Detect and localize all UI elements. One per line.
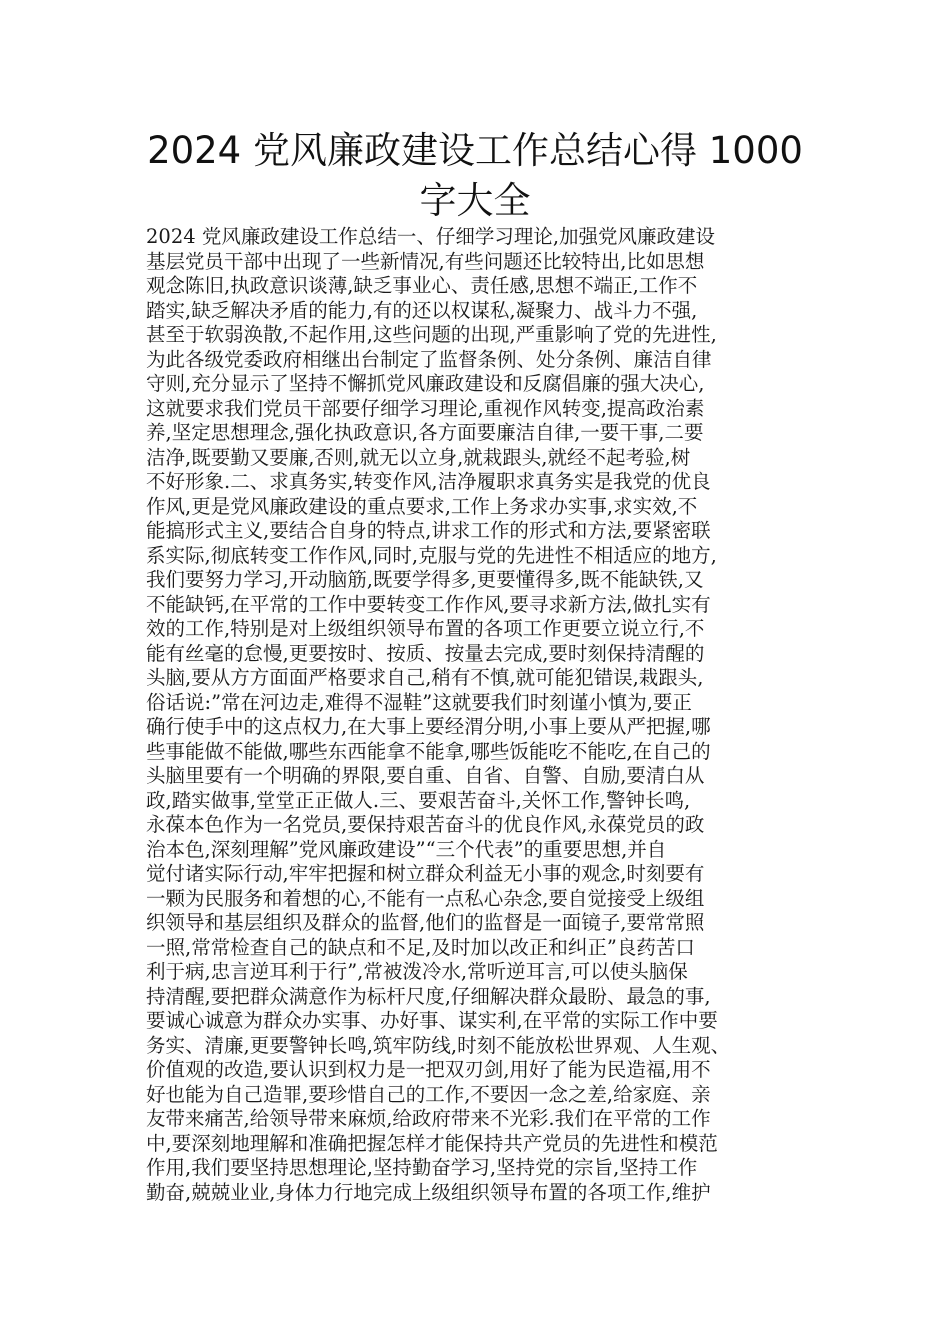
body-line: 友带来痛苦,给领导带来麻烦,给政府带来不光彩.我们在平常的工作 xyxy=(146,1107,711,1130)
body-line: 作用,我们要坚持思想理论,坚持勤奋学习,坚持党的宗旨,坚持工作 xyxy=(146,1156,698,1179)
title-line: 2024 党风廉政建设工作总结心得 1000 xyxy=(147,129,803,172)
body-line: 效的工作,特别是对上级组织领导布置的各项工作更要立说立行,不 xyxy=(146,617,705,640)
body-line: 勤奋,兢兢业业,身体力行地完成上级组织领导布置的各项工作,维护 xyxy=(146,1180,711,1204)
body-line: 为此各级党委政府相继出台制定了监督条例、处分条例、廉洁自律 xyxy=(146,347,712,371)
body-line: 不好形象.二、求真务实,转变作风,洁净履职求真务实是我党的优良 xyxy=(146,470,711,493)
body-line: 俗话说:”常在河边走,难得不湿鞋”这就要我们时刻谨小慎为,要正 xyxy=(146,690,692,714)
body-line: 系实际,彻底转变工作作风,同时,克服与党的先进性不相适应的地方, xyxy=(146,543,717,567)
body-line: 利于病,忠言逆耳利于行”,常被泼冷水,常听逆耳言,可以使头脑保 xyxy=(146,960,688,983)
body-line: 养,坚定思想理念,强化执政意识,各方面要廉洁自律,一要干事,二要 xyxy=(146,421,704,444)
body-line: 政,踏实做事,堂堂正正做人.三、要艰苦奋斗,关怀工作,警钟长鸣, xyxy=(146,788,691,812)
body-line: 好也能为自己造罪,要珍惜自己的工作,不要因一念之差,给家庭、亲 xyxy=(146,1082,711,1106)
body-line: 价值观的改造,要认识到权力是一把双刃剑,用好了能为民造福,用不 xyxy=(146,1058,711,1081)
body-line: 确行使手中的这点权力,在大事上要经渭分明,小事上要从严把握,哪 xyxy=(146,715,711,738)
body-line: 头脑,要从方方面面严格要求自己,稍有不慎,就可能犯错误,栽跟头, xyxy=(146,666,704,689)
body-line: 洁净,既要勤又要廉,否则,就无以立身,就栽跟头,就经不起考验,树 xyxy=(146,445,691,469)
body-line: 踏实,缺乏解决矛盾的能力,有的还以权谋私,凝聚力、战斗力不强, xyxy=(146,298,698,322)
body-line: 我们要努力学习,开动脑筋,既要学得多,更要懂得多,既不能缺铁,又 xyxy=(146,568,704,591)
body-line: 2024 党风廉政建设工作总结一、仔细学习理论,加强党风廉政建设 xyxy=(146,225,716,248)
body-line: 作风,更是党风廉政建设的重点要求,工作上务求办实事,求实效,不 xyxy=(146,494,698,518)
body-line: 织领导和基层组织及群众的监督,他们的监督是一面镜子,要常常照 xyxy=(146,911,705,934)
body-line: 些事能做不能做,哪些东西能拿不能拿,哪些饭能吃不能吃,在自己的 xyxy=(146,739,711,763)
body-line: 不能缺钙,在平常的工作中要转变工作作风,要寻求新方法,做扎实有 xyxy=(146,592,711,616)
body-line: 一照,常常检查自己的缺点和不足,及时加以改正和纠正”良药苦口 xyxy=(146,935,695,959)
body-line: 务实、清廉,更要警钟长鸣,筑牢防线,时刻不能放松世界观、人生观、 xyxy=(146,1033,731,1057)
body-line: 持清醒,要把群众满意作为标杆尺度,仔细解决群众最盼、最急的事, xyxy=(146,984,711,1008)
body-line: 能有丝毫的怠慢,更要按时、按质、按量去完成,要时刻保持清醒的 xyxy=(146,641,705,665)
document-body xyxy=(146,225,810,1205)
body-line: 治本色,深刻理解”党风廉政建设”“三个代表”的重要思想,并自 xyxy=(146,837,667,861)
body-line: 这就要求我们党员干部要仔细学习理论,重视作风转变,提高政治素 xyxy=(146,396,705,420)
body-line: 观念陈旧,执政意识谈薄,缺乏事业心、责任感,思想不端正,工作不 xyxy=(146,274,698,297)
body-line: 基层党员干部中出现了一些新情况,有些问题还比较特出,比如思想 xyxy=(146,249,705,273)
body-line: 永葆本色作为一名党员,要保持艰苦奋斗的优良作风,永葆党员的政 xyxy=(146,813,705,836)
body-line: 守则,充分显示了坚持不懈抓党风廉政建设和反腐倡廉的强大决心, xyxy=(146,372,705,395)
body-line: 觉付诸实际行动,牢牢把握和树立群众利益无小事的观念,时刻要有 xyxy=(146,862,705,885)
body-line: 中,要深刻地理解和准确把握怎样才能保持共产党员的先进性和模范 xyxy=(146,1131,718,1155)
body-line: 头脑里要有一个明确的界限,要自重、自省、自警、自励,要清白从 xyxy=(146,764,705,787)
body-line: 一颗为民服务和着想的心,不能有一点私心杂念,要自觉接受上级组 xyxy=(146,886,705,910)
body-line: 甚至于软弱涣散,不起作用,这些问题的出现,严重影响了党的先进性, xyxy=(146,323,717,346)
title-line: 字大全 xyxy=(419,179,531,222)
document-title xyxy=(0,126,950,226)
body-line: 能搞形式主义,要结合自身的特点,讲求工作的形式和方法,要紧密联 xyxy=(146,519,711,542)
body-line: 要诚心诚意为群众办实事、办好事、谋实利,在平常的实际工作中要 xyxy=(146,1009,718,1032)
